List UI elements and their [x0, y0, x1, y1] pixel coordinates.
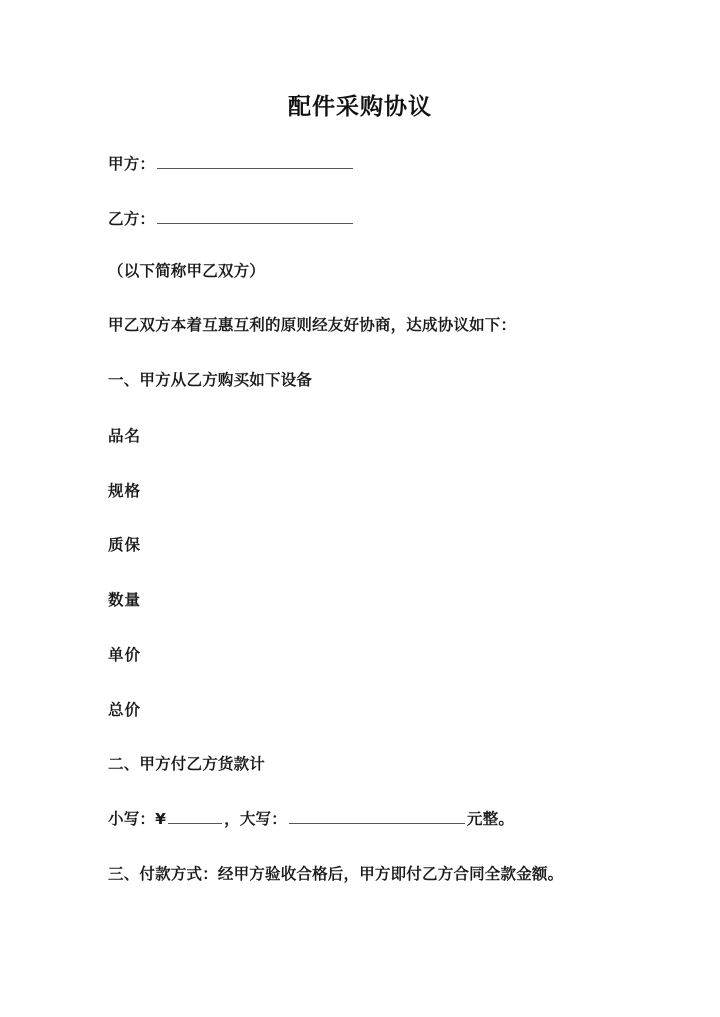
lowercase-amount-label: 小写：: [108, 810, 156, 828]
party-b-label: 乙方：: [108, 210, 156, 228]
amount-suffix: 元整。: [466, 810, 515, 828]
clause-one-heading: 一、甲方从乙方购买如下设备: [108, 371, 313, 389]
item-label-product-name: 品名: [108, 427, 142, 445]
lowercase-amount-blank[interactable]: [168, 810, 222, 824]
uppercase-amount-label: 大写：: [239, 810, 287, 828]
amount-separator: ，: [224, 810, 240, 828]
uppercase-amount-blank[interactable]: [289, 810, 465, 824]
preamble-paragraph: 甲乙双方本着互惠互利的原则经友好协商，达成协议如下：: [108, 316, 517, 334]
party-a-blank[interactable]: [157, 155, 353, 169]
item-label-specification: 规格: [108, 482, 142, 500]
clause-two-heading: 二、甲方付乙方货款计: [108, 755, 266, 773]
party-a-label: 甲方：: [108, 155, 156, 173]
party-a-line: [108, 153, 355, 175]
item-label-total-price: 总价: [108, 701, 142, 719]
party-note: （以下简称甲乙双方）: [108, 262, 266, 280]
page-title: 配件采购协议: [288, 94, 432, 120]
clause-three-heading: 三、付款方式：经甲方验收合格后，甲方即付乙方合同全款金额。: [108, 865, 564, 883]
currency-symbol: ¥: [155, 810, 167, 828]
item-label-quantity: 数量: [108, 591, 142, 609]
item-label-warranty: 质保: [108, 536, 142, 554]
party-b-line: [108, 208, 355, 230]
item-label-unit-price: 单价: [108, 646, 142, 664]
party-b-blank[interactable]: [157, 210, 353, 224]
amount-line: [108, 808, 514, 830]
